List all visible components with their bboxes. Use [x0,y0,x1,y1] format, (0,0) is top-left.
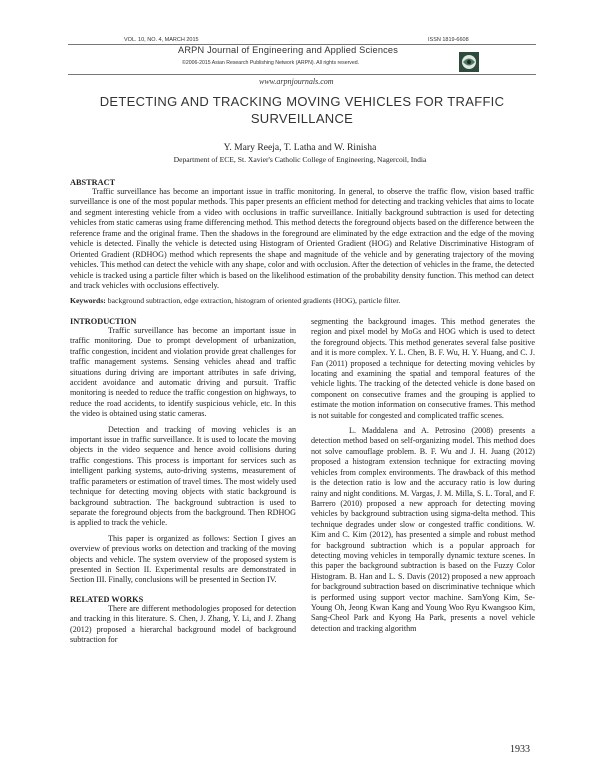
keywords-label: Keywords: [70,296,106,305]
authors: Y. Mary Reeja, T. Latha and W. Rinisha [223,142,377,153]
paper-title-line-1: DETECTING AND TRACKING MOVING VEHICLES FOR TRAFFIC [99,94,505,109]
intro-paragraph-3: This paper is organized as follows: Section I gives an overview of previous works on detection and tracking of the moving objects and vehicle. The system overview of the proposed system is presented in Section II. Experimental results are demonstrated in Section III. Finally, conclusions will be presented in Section IV. [70,533,296,585]
arpn-logo [459,52,479,72]
right-paragraph-2: L. Maddalena and A. Petrosino (2008) presents a detection method based on self-organizing model. This method does not solve camouflage problem. B. F. Wu and J. H. Juang (2012) proposed a histogram extension technique for extracting moving vehicles from complex environments. The drawback of this method is the detection ratio is low and the accuracy ratio is low during rainy and night conditions. M. Vargas, J. M. Milla, S. L. Toral, and F. Barrero (2010) proposed a new approach for detecting moving vehicles by background subtraction using sigma-delta method. This technique degrades under slow or congested traffic conditions. W. Kim and C. Kim (2012), has presented a simple and robust method for background subtraction which is a popular approach for detecting moving vehicles in temporally dynamic texture scenes. In this paper the background subtraction is based on the Fuzzy Color Histogram. B. Han and L. S. Davis (2012) proposed a new approach for background subtraction based on discriminative technique which is performed using support vector machine. SamYong Kim, Se-Young Oh, Jeong Kwan Kang and Young Woo Ryu Kwangsoo Kim, Sang-Cheol Park and Kyong Ha Park, presents a novel vehicle detection and tracking algorithm [311,426,535,633]
paper-title-line-2: SURVEILLANCE [250,111,354,126]
intro-paragraph-1: Traffic surveillance has become an important issue in traffic monitoring. Due to prompt development of urbanization, traffic congestion, incident and violation provide great challenges for traffic management systems. Sensing vehicles ahead and traffic situations during driving are important attributes in safe driving, accident avoidance and automatic driving and pursuit. Traffic monitoring is needed to reduce the traffic congestion on highways, to reduce the road accidents, to identify suspicious vehicle, etc. In this the video is obtained using static cameras. [70,326,296,419]
copyright: ©2006-2015 Asian Research Publishing Network (ARPN). All rights reserved. [182,60,360,66]
abstract-text: Traffic surveillance has become an important issue in traffic monitoring. In general, to observe the traffic flow, vision based traffic surveillance is one of the most popular methods. This paper presents an efficient method for detecting and tracking vehicles that aims to locate and segment interesting vehicle from a video with occlusions in traffic surveillance. Initially background subtraction is used for detecting vehicles from static cameras using frame differencing method. This method detects the foreground objects based on the difference between the reference frame and the original frame. Then the shadows in the foreground are eliminated by the edge extraction and the edge of the moving vehicle is detected. Finally the vehicle is detected using Histogram of Oriented Gradient (HOG) and Relative Discriminative Histogram of Oriented Gradient (RDHOG) method which represents the shape and magnitude of the vehicle and by generating trajectory of the moving vehicles. This method can detect the vehicle with any shape, color and with occlusion. After the detection of vehicles in the frame, the detected vehicle is tracked using a particle filter which is based on the likelihood estimation of the probability density function. This method can detect and track vehicles with occlusions effectively. [70,187,534,291]
intro-paragraph-2: Detection and tracking of moving vehicles is an important issue in traffic surveillance. It is used to locate the moving objects in the video sequence and hence avoid collisions during traffic congestions. This process is important for services such as intelligent parking systems, auto-driving systems, measurement of traffic parameters or estimation of travel times. The most widely used technique for detecting moving objects with static background is background subtraction. The background subtraction is used to separate the foreground objects from the background. Then RDHOG is applied to track the vehicle. [70,424,296,528]
introduction-heading: INTRODUCTION [70,317,137,326]
page-number: 1933 [510,744,530,755]
related-paragraph-1: There are different methodologies proposed for detection and tracking in this literature. S. Chen, J. Zhang, Y. Li, and J. Zhang (2012) proposed a hierarchal background model of background subtraction for [70,603,296,644]
journal-name: ARPN Journal of Engineering and Applied Sciences [178,45,399,55]
keywords [70,296,534,306]
right-paragraph-1: segmenting the background images. This method generates the region and pixel model by MoGs and HOG which is used to detect the foreground objects. This method generates several false positive and it is more complex. Y. L. Chen, B. F. Wu, H. Y. Huang, and C. J. Fan (2011) proposed a technique for detecting moving vehicles by locating and examining the spatial and temporal features of the vehicle lights. The tracking of the detected vehicle is done based on component on consecutive frames and the grouping is applied to estimate the motion information on consecutive frames. This method is not suitable for congested and complicated traffic scenes. [311,317,535,420]
related-works-heading: RELATED WORKS [70,594,144,604]
header-rule-bottom [68,74,536,75]
journal-url[interactable]: www.arpnjournals.com [259,77,334,86]
issn: ISSN 1819-6608 [428,37,469,43]
left-column [70,317,296,645]
right-column [311,317,535,634]
keywords-text: background subtraction, edge extraction, histogram of oriented gradients (HOG), particle filter. [107,296,401,305]
volume-info: VOL. 10, NO. 4, MARCH 2015 [124,37,199,43]
abstract-heading: ABSTRACT [70,178,116,187]
paper-title [80,93,524,127]
affiliation: Department of ECE, St. Xavier's Catholic College of Engineering, Nagercoil, India [173,155,427,164]
